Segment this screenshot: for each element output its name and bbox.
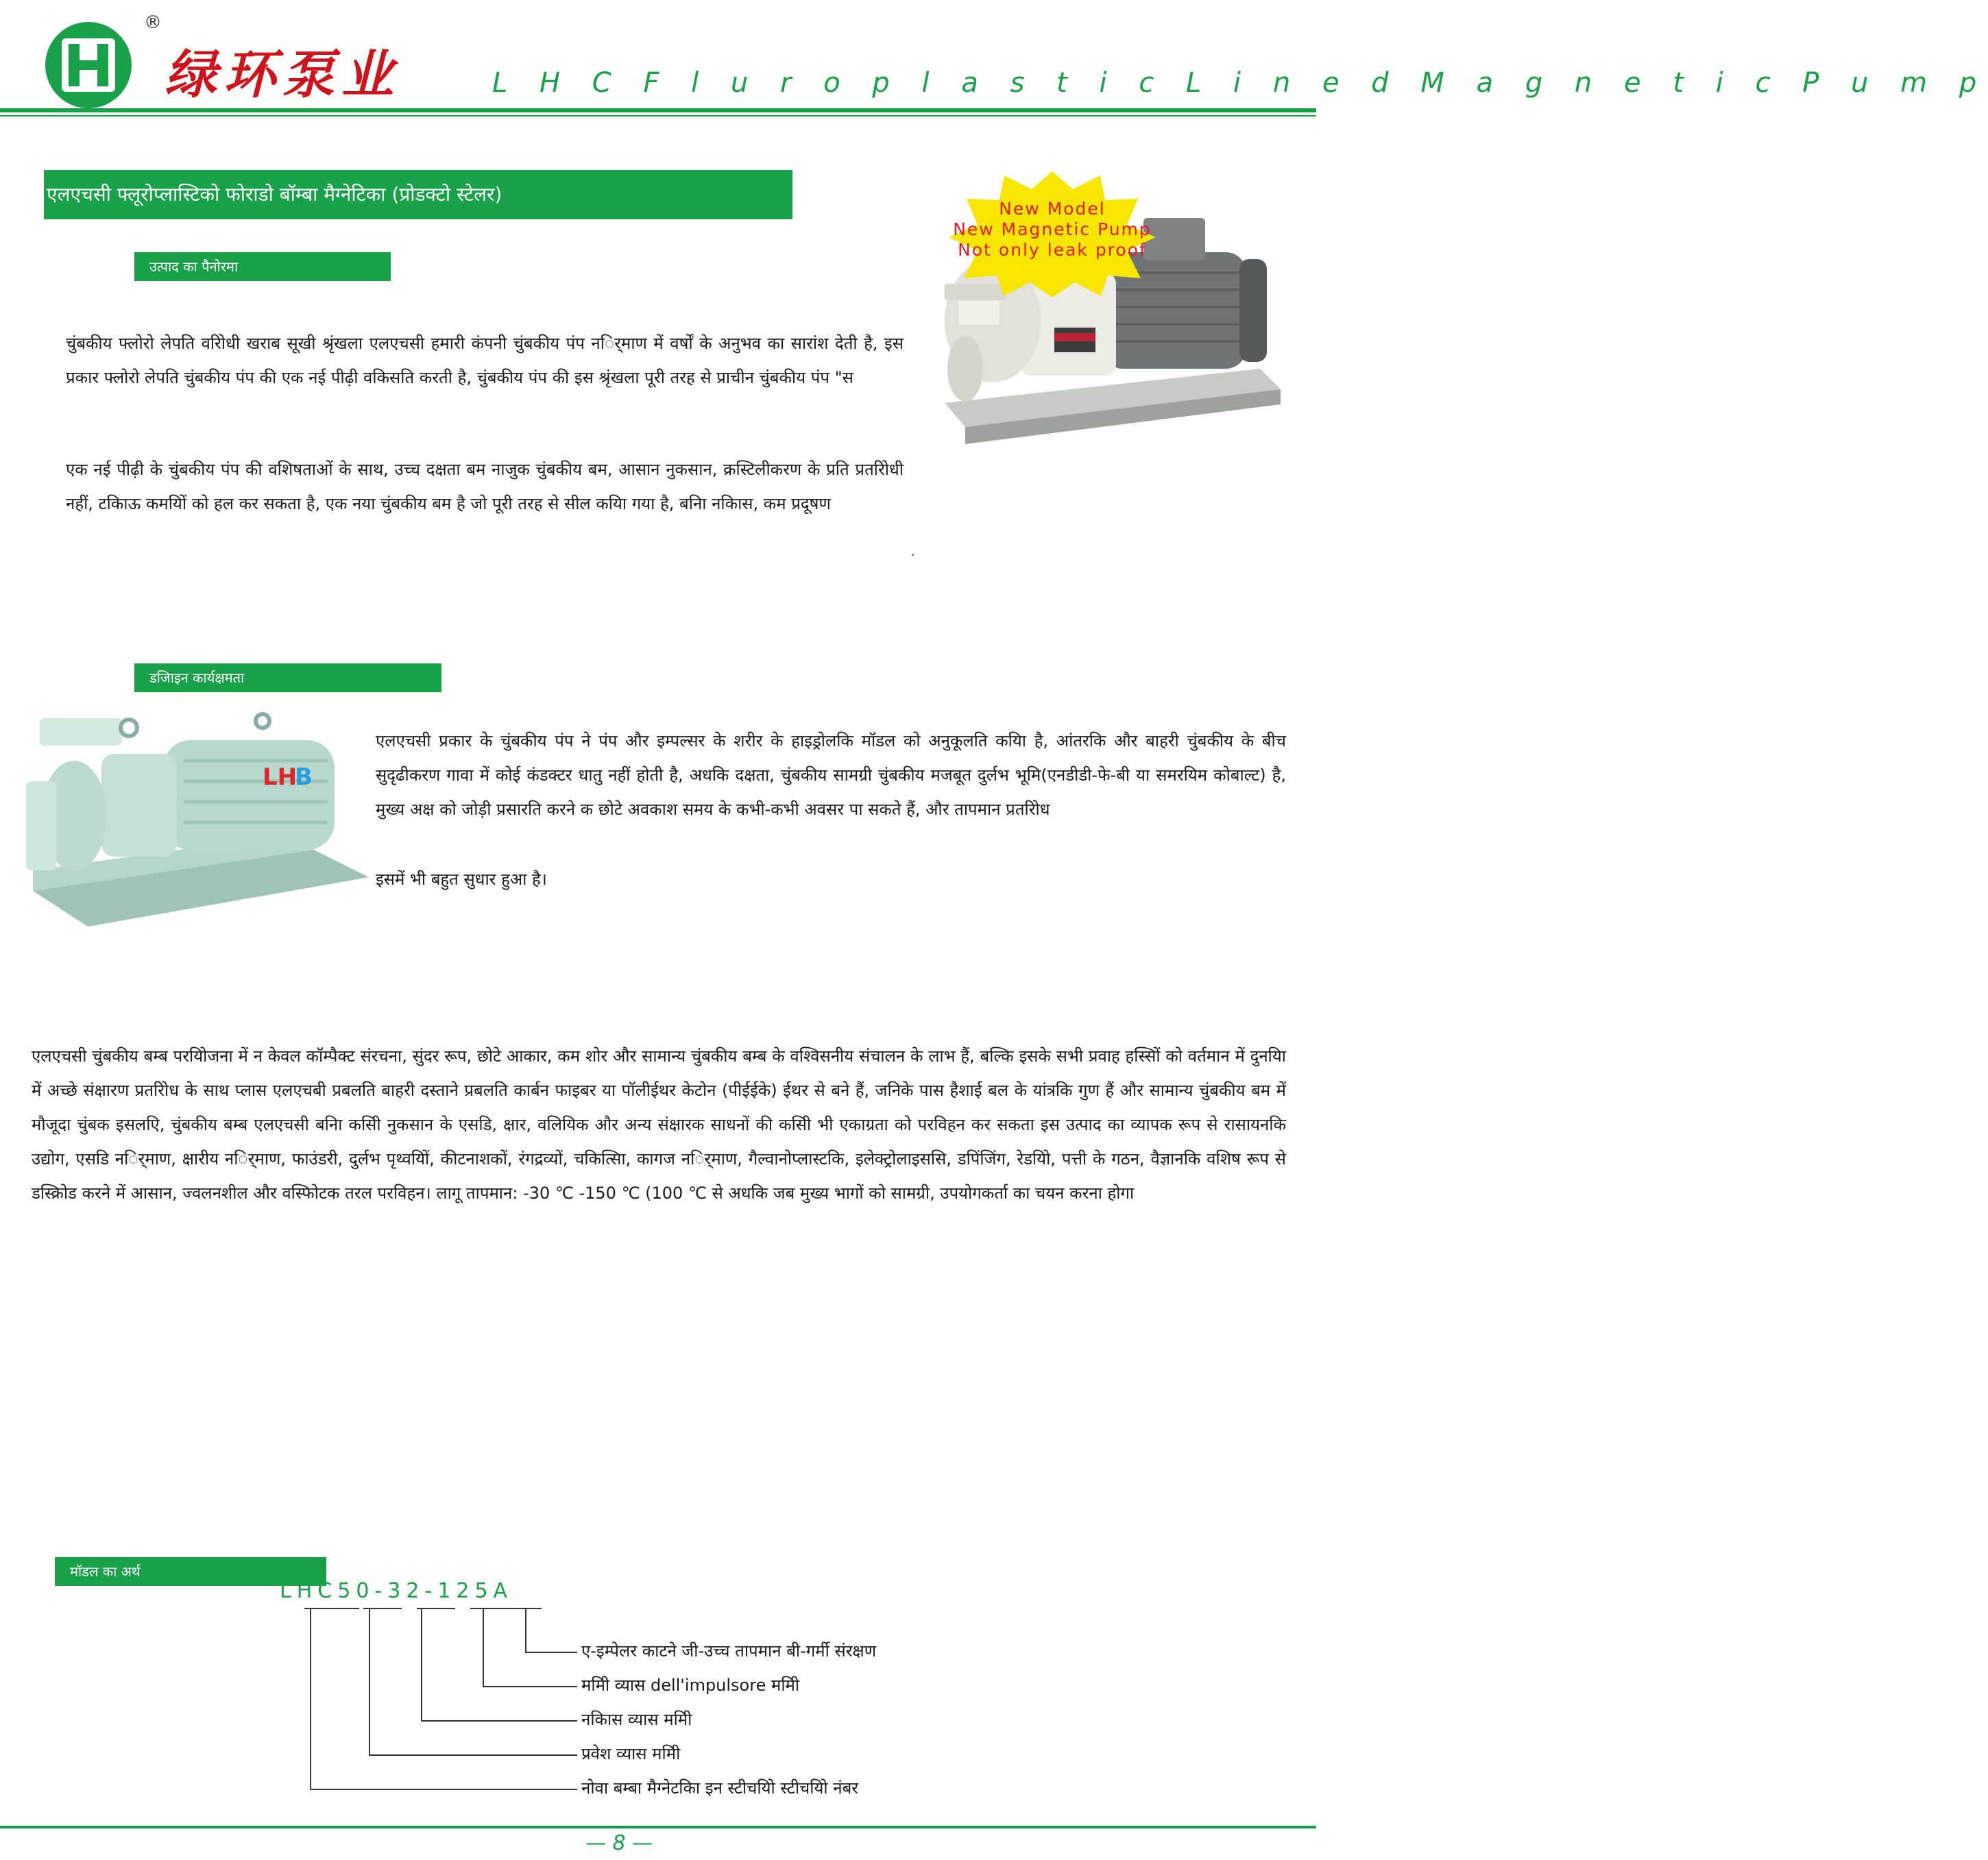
chinese-brand-name: 绿环泵业 — [165, 44, 400, 105]
registered-mark: ® — [144, 12, 162, 33]
overview-paragraph-2: एक नई पीढ़ी के चुंबकीय पंप की वशिषताओं के साथ, उच्च दक्षता बम नाजुक चुंबकीय बम, आसान नुकसान, क्रस्टिलीकरण के प्रत‌ि प्रतरिोधी नहीं, टकिाऊ कमयिों को हल कर सकता है, एक नया चुंबकीय बम है जो पूरी तरह से सील कयिा गया है, बनिा नकिास, कम प्रदूषण — [66, 460, 904, 513]
section-title-bar: एलएचसी फ्लूरोप्लास्टिको फोराडो बॉम्बा मैग्नेटिका (प्रोडक्टो स्टेलर) — [44, 170, 792, 219]
badge-line-2: New Magnetic Pump — [953, 219, 1152, 239]
legend-inlet: प्रवेश व्यास ममिी — [581, 1744, 681, 1763]
application-paragraph: एलएचसी चुंबकीय बम्ब परयिोजना में न केवल कॉम्पैक्ट संरचना, सुंदर रूप, छोटे आकार, कम शोर और सामान्य चुंबकीय बम्ब के वश्विसनीय संचालन के लाभ हैं, बल्क‌ि इसके सभी प्रवाह हस्सिों को वर्तमान में दुनयिा में अच्छे संक्षारण प्रतरिोध के साथ प्लास एलएचबी प्रबलति बाहरी दस्ताने प्रबलति कार्बन फाइबर या पॉलीईथर केटोन (पीईईके) ईथर से बने हैं, जनिके पास हैशाई बल के यांत्रकि गुण हैं और सामान्य चुंबकीय बम में मौजूदा चुंबक इसलएि, चुंबकीय बम्ब एलएचसी बनिा कसिी नुकसान के एसडि, क्षार, वलियिक और अन्य संक्षारक साधनों की कसिी भी एकाग्रता को परविहन कर सकता इस उत्पाद का व्यापक रूप से रासायनकि उद्योग, एसडि नर्िमाण, क्षारीय नर्िमाण, फाउंडरी, दुर्लभ पृथ्वयिों, कीटनाशकों, रंगद्रव्यों, चकित्सिा, कागज नर्िमाण, गैल्वानोप्लास्टकि, इलेक्ट्रोलाइससि, डपिंजिंग, रेडयिो, पत्ती के गठन, वैज्ञानकि वशिष रूप से डस्क्रिोड करने में आसान, ज्वलनशील और वस्फिोटक तरल परविहन। लागू तापमान: -30 ℃ -150 ℃ (100 ℃ से अधकि जब मुख्य भागों को सामग्री, उपयोगकर्ता का चयन करना होगा — [32, 1047, 1286, 1203]
code-suffix: A — [493, 1579, 513, 1603]
logo-inner-square — [62, 38, 115, 92]
company-logo — [45, 22, 132, 108]
design-paragraph-1: एलएचसी प्रकार के चुंबकीय पंप ने पंप और इम्पल्सर के शरीर के हाइड्रोलकि मॉडल को अनुकूलति कयिा है, आंतरकि और बाहरी चुंबकीय के बीच सुदृढीकरण गावा में कोई कंडक्टर धातु नहीं होती है, अधकि दक्षता, चुंबकीय सामग्री चुंबकीय मजबूत दुर्लभ भूम‌ि(एनडीडी-फे-बी या समरयिम कोबाल्ट) है, मुख्य अक्ष को जोड़ी प्रसारति करने क छोटे अवकाश समय के कभी-कभी अवसर पा सकते हैं, और तापमान प्रतरिोध — [376, 731, 1286, 819]
h-connector-inlet — [369, 1754, 577, 1756]
legend-suffix: ए-इम्पेलर काटने जी-उच्च तापमान बी-गर्मी संरक्षण — [581, 1641, 877, 1661]
legend-series: नोवा बम्बा मैग्नेटकिा इन स्टीचयिो स्टीचयिो नंबर — [581, 1778, 859, 1798]
overview-heading: उत्पाद का पैनोरमा — [134, 252, 391, 281]
code-inlet: 50 — [337, 1579, 375, 1603]
connector-outlet — [421, 1608, 422, 1720]
badge-line-1: New Model — [999, 199, 1106, 219]
h-connector-suffix — [525, 1652, 577, 1653]
code-dash-1: - — [374, 1579, 388, 1603]
code-dash-2: - — [424, 1579, 438, 1603]
connector-impeller — [483, 1608, 484, 1686]
connector-suffix — [525, 1608, 526, 1652]
stray-dot — [912, 554, 914, 556]
code-underline-series — [304, 1608, 359, 1609]
footer-rule — [0, 1826, 1316, 1828]
legend-impeller: ममिी व्यास dell'impulsore ममिी — [581, 1676, 800, 1695]
design-paragraph-2: इसमें भी बहुत सुधार हुआ है। — [376, 870, 547, 889]
header-rule — [0, 108, 1316, 112]
connector-inlet — [369, 1608, 370, 1754]
design-heading: डजिाइन कार्यक्षमता — [134, 663, 441, 692]
overview-paragraph-1: चुंबकीय फ्लोरो लेपति वरिोधी खराब सूखी श्रृंखला एलएचसी हमारी कंपनी चुंबकीय पंप नर्िमाण में वर्षों के अनुभव का सारांश देती है, इस प्रकार फ्लोरो लेपति चुंबकीय पंप की एक नई पीढ़ी वकिसति करती है, चुंबकीय पंप की इस श्रृंखला पूरी तरह से प्राचीन चुंबकीय पंप "स — [66, 334, 904, 387]
h-connector-outlet — [421, 1720, 577, 1722]
h-connector-impeller — [483, 1686, 577, 1687]
logo-h-bar — [69, 60, 108, 70]
code-underline-outlet — [417, 1608, 455, 1609]
pump-photo-mid — [26, 713, 376, 932]
svg-text:B: B — [295, 763, 313, 791]
code-impeller: 125 — [437, 1579, 494, 1603]
h-connector-series — [310, 1789, 577, 1790]
svg-text:LH: LH — [263, 763, 298, 791]
model-code — [280, 1579, 513, 1603]
code-underline-suffix — [521, 1608, 542, 1609]
legend-outlet: नकिास व्यास ममिी — [581, 1710, 692, 1729]
code-outlet: 32 — [387, 1579, 425, 1603]
code-series: LHC — [280, 1579, 338, 1603]
badge-line-3: Not only leak proof — [958, 240, 1147, 260]
model-heading: मॉडल का अर्थ — [55, 1557, 326, 1586]
header-rule-thin — [0, 115, 1316, 117]
page-number: — 8 — — [585, 1831, 653, 1855]
english-header-title: L H C F l u r o p l a s t i c L i n e d M a g n e t i c P u m p — [492, 67, 1988, 99]
connector-series — [310, 1608, 311, 1789]
badge-text — [946, 199, 1159, 260]
